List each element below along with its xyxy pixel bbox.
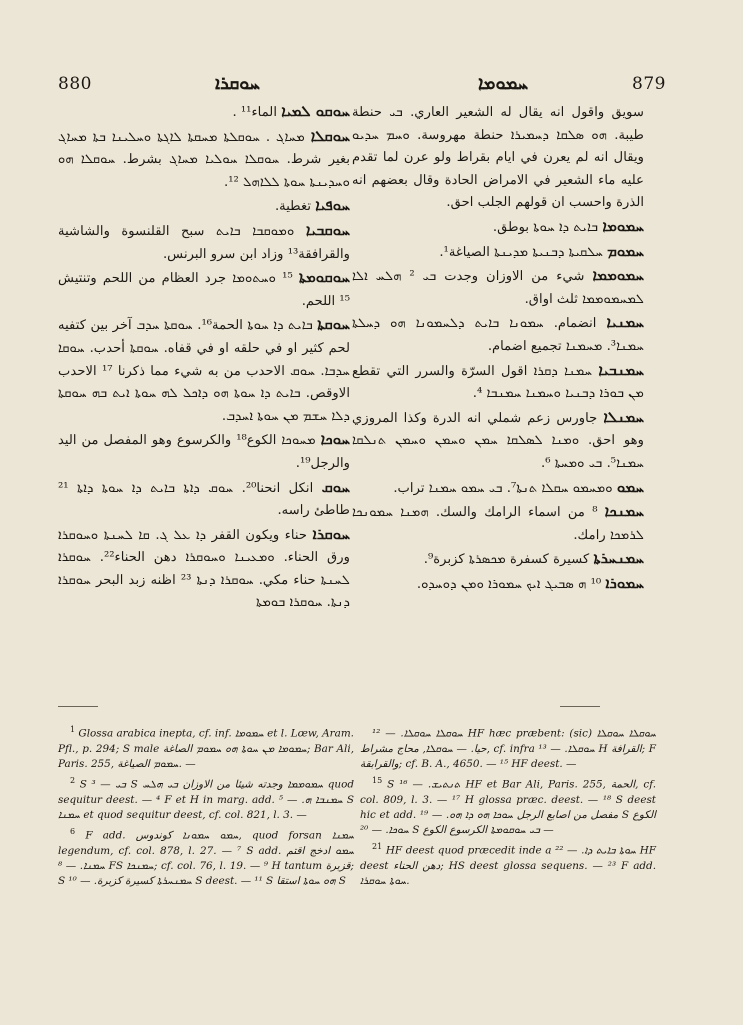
entry-headword: ܚܡܢܚܪܬܐ (593, 549, 644, 568)
entry-headword: ܚܡܘ (616, 477, 644, 496)
left-running-head: ܚܘܩܪܐ (215, 73, 260, 94)
entry-text: سويق واقول انه يقال له الشعير العاري. ܒܝ حنطة طيبة. ܗܘ ܣܠܩܐ ܕܚܡܝܪܐ حنطة مهروسة. ܘܚܡ ܚܕܝܘ ويقال انه لم يعرن في ايام بقراط ولو عرن لما تقدم عليه ماء الشعير في الامراض الحادة وقال بعضهم انه الذرة واحسب ان قولهم الجلب احق. (352, 105, 644, 211)
lexicon-entry (352, 359, 644, 406)
footnote (58, 824, 354, 889)
lexicon-entry (58, 100, 350, 125)
lexicon-entry (352, 406, 644, 476)
footnote-text: F add. ܚܡܘ ܚܡܘܢܐ كوندوس, quod forsan ܚܡܢܐ legendum, cf. col. 878, l. 27. — ⁷ S add. ܚܡܘ ادخج اقتم ܚܡܢܐ. — ⁸ FS ܚܡܢܟܐ; cf. col. 76, l. 19. — ⁹ H tantum قزبرة; S ܚܡܢܚܪܬܐ كسيرة كزبرة. — ¹⁰ S deest. — ¹¹ S ܗܘ ܚܘܬܐ استقا S (58, 829, 355, 888)
entry-headword: ܚܡܘܪܐ (605, 573, 644, 592)
right-column (352, 100, 644, 596)
lexicon-entry (352, 572, 644, 597)
footnote (58, 773, 354, 823)
lexicon-entry (58, 523, 350, 615)
entry-headword: ܚܡܘܡܡܐ (592, 266, 644, 285)
footnote (58, 722, 354, 772)
entry-headword: ܚܘܩܬܐ (317, 315, 350, 334)
entry-headword: ܚܘܟܐ (320, 430, 350, 449)
entry-text: شيء من الاوزان وجدت ܒܝ ² ܗܠܚ ܐܠܐ ܠܡܚܡܘܡܡܐ ثلث اواق. (352, 269, 644, 307)
lexicon-entry (58, 219, 350, 266)
entry-text: ܒܐܝܬ ܕܐ ܚܘܬܐ بوطق. (492, 219, 599, 235)
entry-headword: ܚܘܩ (321, 477, 350, 496)
entry-text: ܚܡܢܐ ܕܩܪܐ اقول السرّة والسرر التي تقطع ܡܢ ܒܘܪܐ ܕܒܢܝܐ ܘܚܡܢܐ ܚܡܢܒܐ ⁴. (352, 363, 644, 402)
entry-text: جاورس زعم شملي انه الدرة وكذا المروزي وهو احق. ܘܡܢܐ ܠܣܠܩܐ ܚܡܢ ܘܚܡܢ ܘܚܡܢ ܬܢܠܩܐ ܚܡܢܐ⁵. ܒܝ ܘܡܚܬܐ ⁶. (352, 410, 644, 471)
footnote (360, 839, 656, 889)
footnote-divider (58, 706, 98, 707)
footnotes-left (58, 722, 354, 890)
entry-headword: ܚܡܘܡ (607, 241, 644, 260)
entry-headword: ܚܘܩܘ ܠܡܝܐ (281, 102, 350, 120)
footnote (360, 773, 656, 838)
entry-text: ¹⁰ ܗ ܣܒܝܓ ܐܝܟ ܚܡܘܪܐ ܘܡܢ ܕܘܚܕܘ. (416, 576, 602, 592)
lexicon-entry (58, 428, 350, 475)
footnote-mark: 6 (70, 827, 76, 837)
lexicon-entry (352, 311, 644, 358)
footnote (360, 722, 656, 772)
entry-headword: ܚܘܦܝܐ (315, 196, 350, 215)
footnotes-right (360, 722, 656, 890)
entry-text: ܡܚܐܓ . ܚܘܩܠܬܐ ܡܚܩܬܐ ܠܐܓܬܐ ܘܚܠܝܢܐ ܒܬܐ ܡܚܐܓ بغير شرط. ܚܘܩܠܐ ܚܘܠܝܐ ܡܚܐܓ بشرط. ܚܘܩܠܐ ܗܘ ܘܚܕܝܢܬܐ ܚܘܬܐ ܠܠܐܗܠ ¹². (58, 129, 350, 190)
right-page-number: 879 (632, 74, 666, 94)
entry-text: ⁸ من اسماء الرامك والسك. ܗܡܢܐ ܚܡܘܢܟܐ ܠܪܡܟܐ رامك. (352, 505, 644, 543)
entry-text: ܘܡܘܩܒܐ ܒܐܝܬ سبح القلنسوة والشاشية والقرافقة¹³ وزاد ابن سرو البرنس. (58, 223, 350, 262)
entry-text: انكل انحنا²⁰. ܚܘܩ ܕܐܬܐ ܒܐܝܬ ܕܐ ܚܘܬܐ ܕܐܬܐ ²¹ طاطئ راسه. (58, 480, 350, 519)
entry-headword: ܚܡܢܒܝܐ (598, 360, 644, 379)
entry-headword: ܚܘܩܒܝܐ (305, 220, 350, 239)
lexicon-entry (352, 547, 644, 572)
lexicon-entry (352, 264, 644, 311)
footnote-mark: 2 (70, 776, 76, 786)
entry-text: ܒܐܝܬ ܕܐ ܚܘܬܐ الحمة¹⁶. ܚܘܩܬܐ ܚܕܒ آخر بين كتفيه لحم كثير او في حلقه او في قفاه. ܚܘܩܬܐ أحدب. ܚܘܩܐ ܚܕܒܐ. ܚܘܩ الاحدب من به شيء مما ذكرنا ¹⁷ الاحدب الاوقص. ܒܐܝܬ ܕܐ ܚܘܬܐ ܗܘ ܕܐܟܠ ܠܗ ܚܘܬܐ ܐܝܬ ܒܗ ܚܘܩܬܐ ܕܠܐ ܚܫܡ ܡܢ ܚܘܬܐ ܐܚܕܒ. (58, 318, 350, 424)
footnote-divider (560, 706, 600, 707)
footnote-text: Glossa arabica inepta, cf. inf. ܚܡܘܡܐ et l. Lœw, Aram. Pfl., p. 294; S male ܚܡܘܡܐ ܡܢ ܚܘܬܐ ܗܘ ܚܡܘܡ الصاغة; Bar Ali, Paris. 255, ܚܡܘܡ الصياغة. — (58, 727, 355, 770)
footnote-text: S ܒܝ — ³ S ܚܡܘܡܡܐ وجدته شيئا من الاوزان ܒܝ ܗܠܚ quod sequitur deest. — ⁴ F et H in marg. add. ܚܡܢܒܐ ܗ. — ⁵ S ܚܡܢܐ et quod sequitur deest, cf. col. 821, l. 3. — (58, 778, 354, 821)
entry-text: ¹⁵ ܘܚܬܘܡܐ جرد العظام من اللحم وتنتيش ¹⁵ اللحم. (58, 271, 350, 309)
lexicon-entry (352, 100, 644, 215)
entry-text: حناء ويكون القفر ܕܐ ܥܠ ܓ. ܩܐ ܠܚܢܬܐ ܘܚܘܩܪܐ ورق الحناء. ܘܡܥܝܢܐ ܘܚܘܩܪܐ دهن الحناء²². ܚܘܩܪܐ ܠܚܢܬܐ حناء مكي. ܚܘܩܪܐ ܕܢܬܐ ²³ اظنه زبد البحر ܚܘܩܪܐ ܕܢܬܐ. ܚܘܩܪܐ ܒܘܡܬܐ (58, 527, 350, 611)
entry-text: انضمام. ܚܡܘܢܐ ܒܐܝܬ ܕܠܚܡܘܢܐ ܗܘ ܕܚܠܬܐ ܚܡܢܐ³. ܡܚܡܢܐ تجميع اضمام. (352, 316, 644, 354)
footnote-mark: 21 (372, 842, 383, 852)
lexicon-entry (58, 125, 350, 195)
left-column (58, 100, 350, 615)
entry-headword: ܚܘܩܪܐ (312, 524, 350, 543)
lexicon-entry (58, 313, 350, 428)
entry-text: ܡܚܘܟܐ الكوع¹⁸ والكرسوع وهو المفصل من اليد والرجل¹⁹. (58, 433, 350, 471)
left-page-number: 880 (58, 74, 92, 94)
lexicon-entry (352, 240, 644, 265)
lexicon-entry (352, 500, 644, 547)
lexicon-entry (352, 215, 644, 240)
entry-headword: ܚܘܩܘܡܬܐ (298, 268, 350, 287)
lexicon-entry (352, 476, 644, 501)
right-running-head: ܚܡܘܡܐ (478, 73, 529, 94)
footnote-mark: 15 (372, 776, 383, 786)
entry-text: تغطية. (274, 199, 312, 215)
entry-headword: ܚܡܘܡܐ (602, 216, 644, 235)
footnote-text: S ܬܢܬܝܫ. — ¹⁶ HF et Bar Ali, Paris. 255, الحمة, cf. col. 809, l. 3. — ¹⁷ H glossa præc. deest. — ¹⁸ S deest hic et add. مفصل من اصابع الرجل ܚܘܟܐ ܗܘ ܕܐ ܗܘ. — ¹⁹ S الكوع ܚܘܟܐ. — ²⁰ S ܒܝ ܚܘܩܘܡܬܐ الكرسوع الكوع — (360, 778, 656, 837)
entry-headword: ܚܡܢܠܐ (603, 407, 644, 426)
entry-headword: ܚܘܩܠܐ (310, 126, 350, 145)
entry-text: ܘܡܚܡܘ ܚܩܠܐ ܬܢܬܐ⁷. ܒܝ ܚܡܘ ܚܡܢܐ تراب. (393, 480, 613, 496)
entry-headword: ܚܡܢܝܐ (606, 313, 644, 332)
entry-text: الماء¹¹ . (232, 105, 277, 120)
footnote-text: HF deest quod præcedit inde a ܚܘܬܐ ܒܐܝܬ ܕܐ. — ²² HF deest دهن الحناء; HS deest glossa sequens. — ²³ F add. ܚܘܬܐ ܚܘܩܪܐ. (360, 844, 656, 888)
lexicon-entry (58, 476, 350, 523)
lexicon-entry (58, 266, 350, 313)
footnote-mark: 1 (70, 725, 76, 734)
entry-text: ܚܠܩܝܬܐ ܕܒܢܝܬܐ ܡܕܝܢܬܐ الصياغة¹. (439, 244, 603, 260)
entry-text: كسيرة كسفرة ܡܟܣܪܬܐ كزبرة⁹. (423, 552, 590, 568)
footnote-text: ܚܘܩܠܐ ܚܘܩܠܐ. — ¹² HF hæc præbent: (sic) ܚܘܩܠܐ ܚܘܩܠܐ حيا. — ܚܘܩܠܐ, محاج مشراط, cf. infra ܚܘܩܠܐ. — ¹³ H القرافة; F والقرابقة; cf. B. A., 4650. — ¹⁵ HF deest. — (360, 727, 657, 770)
lexicon-entry (58, 194, 350, 219)
entry-headword: ܚܡܢܟܐ (604, 502, 644, 521)
